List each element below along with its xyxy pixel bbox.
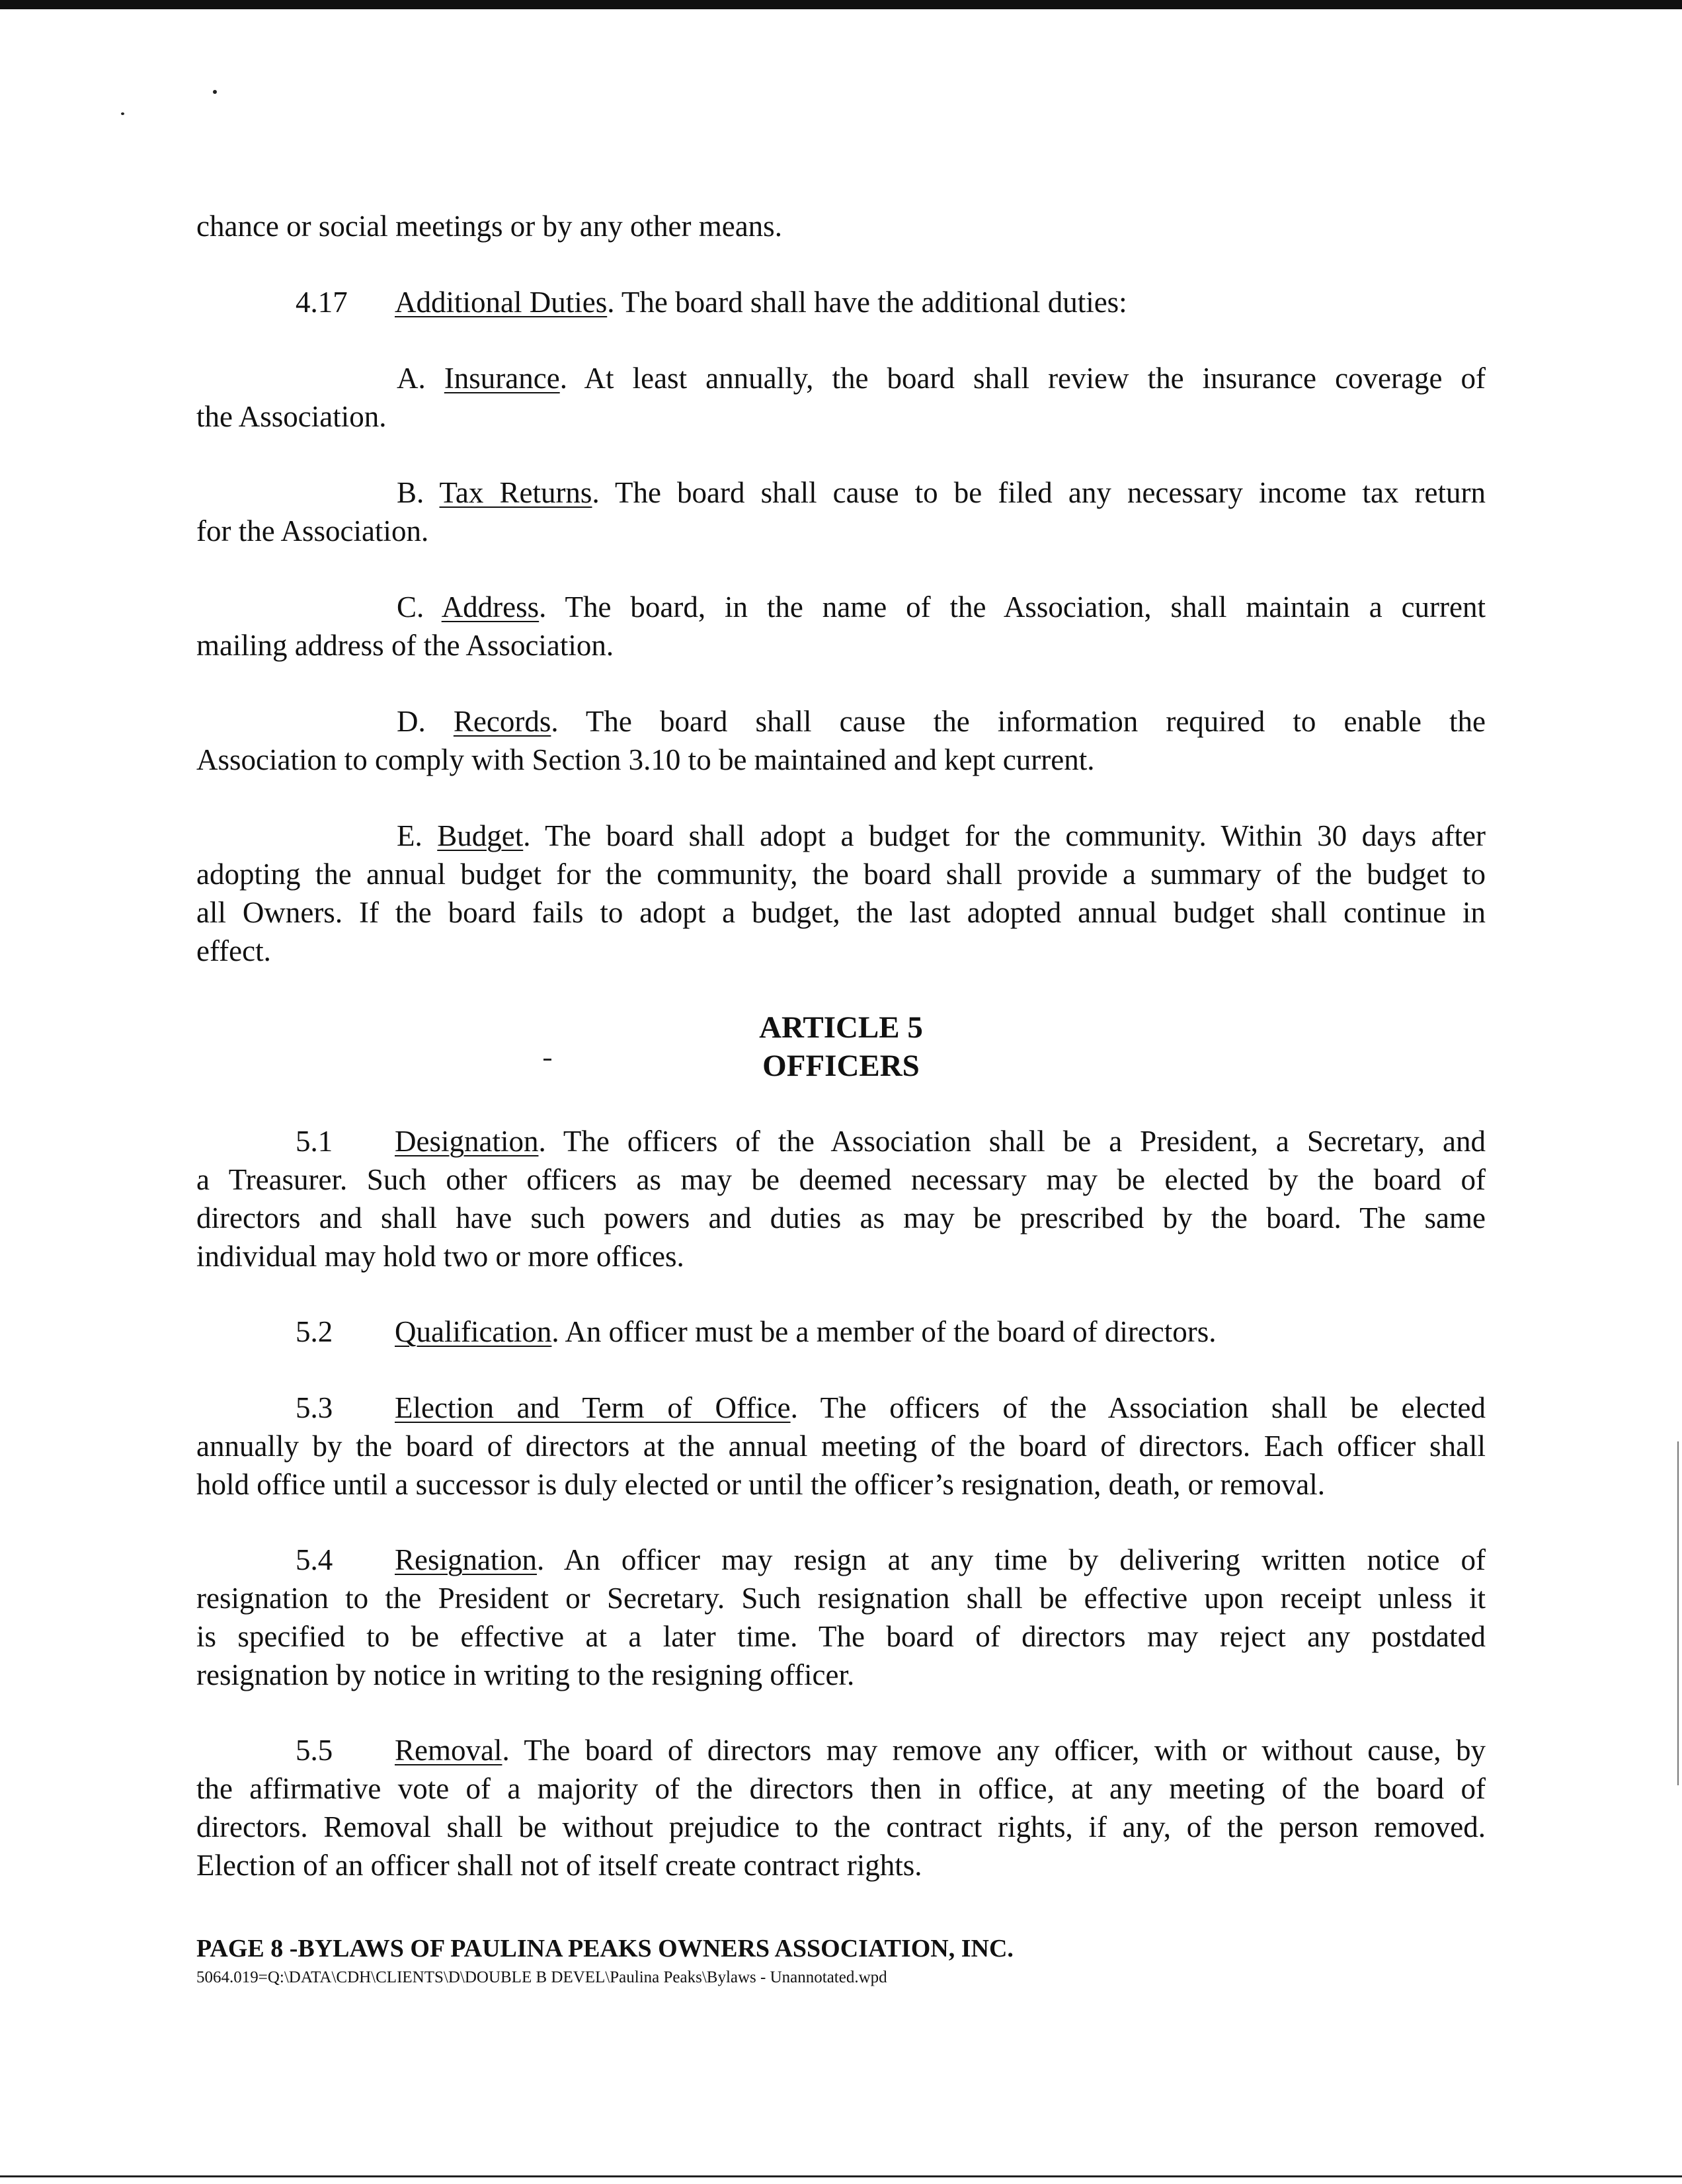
scan-speck (213, 90, 217, 94)
section-title: Removal (395, 1734, 502, 1767)
item-text: . The board shall adopt a budget for the community. Within 30 days after (523, 819, 1486, 852)
section-text: individual may hold two or more offices. (196, 1240, 684, 1273)
section-5-1-line3 (196, 1199, 1486, 1237)
section-5-2-line1 (296, 1313, 1486, 1351)
article-number: ARTICLE 5 (759, 1010, 923, 1045)
item-label: B. (397, 476, 424, 509)
item-title: Address (441, 590, 540, 624)
section-title: Additional Duties (395, 286, 608, 319)
section-text: Election of an officer shall not of itself create contract rights. (196, 1849, 922, 1882)
section-5-5-line2 (196, 1769, 1486, 1808)
item-title: Tax Returns (439, 476, 592, 509)
item-e-line2 (196, 855, 1486, 893)
section-text: annually by the board of directors at the annual meeting of the board of directors. Each officer shall (196, 1430, 1486, 1463)
item-text: the Association. (196, 400, 387, 433)
section-number: 5.3 (296, 1391, 333, 1424)
item-d-line2 (196, 741, 1486, 779)
item-d-line1 (397, 702, 1486, 741)
intro-line (196, 207, 1486, 245)
item-text: . The board, in the name of the Association, shall maintain a current (539, 590, 1486, 624)
item-e-line3 (196, 893, 1486, 932)
item-label: E. (397, 819, 422, 852)
section-5-1-line4 (196, 1237, 1486, 1275)
section-text: is specified to be effective at a later time. The board of directors may reject any postdated (196, 1620, 1486, 1653)
item-label: A. (397, 362, 426, 395)
item-text: mailing address of the Association. (196, 629, 614, 662)
section-4-17 (196, 283, 1486, 321)
item-title: Budget (437, 819, 524, 852)
item-label: C. (397, 590, 424, 624)
item-a-line1 (397, 359, 1486, 397)
section-5-3-line2 (196, 1427, 1486, 1465)
item-label: D. (397, 705, 426, 738)
section-text: . An officer must be a member of the board of directors. (551, 1315, 1217, 1348)
scan-bottom-border (0, 2175, 1682, 2177)
item-b-line1 (397, 473, 1486, 512)
item-title: Records (453, 705, 551, 738)
page-footer-title: PAGE 8 -BYLAWS OF PAULINA PEAKS OWNERS ASSOCIATION, INC. (196, 1935, 1014, 1962)
section-text: . The officers of the Association shall be a President, a Secretary, and (538, 1125, 1486, 1158)
section-5-1-line1 (296, 1122, 1486, 1160)
item-title: Insurance (444, 362, 560, 395)
section-number: 5.1 (296, 1125, 333, 1158)
item-text: . The board shall cause the information required to enable the (551, 705, 1486, 738)
section-5-1-line2 (196, 1160, 1486, 1199)
section-text: directors and shall have such powers and duties as may be prescribed by the board. The same (196, 1201, 1486, 1234)
section-title: Election and Term of Office (395, 1391, 791, 1424)
section-number: 5.2 (296, 1315, 333, 1348)
section-text: resignation to the President or Secretary. Such resignation shall be effective upon receipt unless it (196, 1582, 1486, 1615)
item-b-line2 (196, 512, 1486, 550)
section-text: . The board of directors may remove any officer, with or without cause, by (502, 1734, 1486, 1767)
section-title: Designation (395, 1125, 539, 1158)
item-text: adopting the annual budget for the community, the board shall provide a summary of the budget to (196, 858, 1486, 891)
intro-text: chance or social meetings or by any other means. (196, 210, 782, 243)
section-5-5-line4 (196, 1846, 1486, 1884)
section-text: the affirmative vote of a majority of the directors then in office, at any meeting of the board of (196, 1772, 1486, 1805)
item-text: for the Association. (196, 514, 429, 547)
section-number: 5.4 (296, 1543, 333, 1576)
section-text: resignation by notice in writing to the resigning officer. (196, 1658, 855, 1691)
article-title: OFFICERS (762, 1049, 920, 1083)
section-text: . The officers of the Association shall be elected (790, 1391, 1486, 1424)
item-a-line2 (196, 397, 1486, 436)
section-text: directors. Removal shall be without prejudice to the contract rights, if any, of the person removed. (196, 1810, 1486, 1843)
section-number: 4.17 (296, 286, 348, 319)
section-number: 5.5 (296, 1734, 333, 1767)
item-e-line1 (397, 817, 1486, 855)
scan-margin-mark (1677, 1441, 1679, 1785)
item-text: Association to comply with Section 3.10 to be maintained and kept current. (196, 743, 1095, 776)
section-5-3-line3 (196, 1465, 1486, 1504)
item-text: . The board shall cause to be filed any necessary income tax return (592, 476, 1486, 509)
section-title: Resignation (395, 1543, 537, 1576)
item-text: all Owners. If the board fails to adopt a budget, the last adopted annual budget shall continue in (196, 896, 1486, 929)
section-text: . The board shall have the additional duties: (607, 286, 1127, 319)
section-5-4-line1 (296, 1541, 1486, 1579)
section-5-4-line2 (196, 1579, 1486, 1617)
section-5-4-line4 (196, 1656, 1486, 1694)
section-5-5-line3 (196, 1808, 1486, 1846)
scan-speck (121, 112, 124, 115)
item-text: . At least annually, the board shall review the insurance coverage of (559, 362, 1486, 395)
item-text: effect. (196, 934, 271, 967)
item-c-line1 (397, 588, 1486, 626)
section-title: Qualification (395, 1315, 552, 1348)
section-5-3-line1 (296, 1389, 1486, 1427)
section-5-5-line1 (296, 1731, 1486, 1769)
item-e-line4 (196, 932, 1486, 970)
section-text: hold office until a successor is duly elected or until the officer’s resignation, death, or removal. (196, 1468, 1326, 1501)
section-text: a Treasurer. Such other officers as may be deemed necessary may be elected by the board of (196, 1163, 1486, 1196)
item-c-line2 (196, 626, 1486, 665)
scan-top-border (0, 0, 1682, 9)
section-text: . An officer may resign at any time by delivering written notice of (536, 1543, 1486, 1576)
section-5-4-line3 (196, 1617, 1486, 1656)
page-footer-file-path: 5064.019=Q:\DATA\CDH\CLIENTS\D\DOUBLE B DEVEL\Paulina Peaks\Bylaws - Unannotated.wpd (196, 1968, 887, 1986)
